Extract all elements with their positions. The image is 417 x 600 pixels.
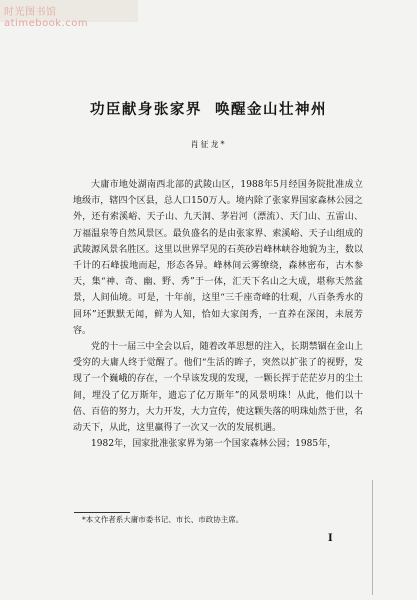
scan-margin-line (372, 480, 373, 595)
watermark-text: 时光图书馆 atimebook.com (4, 7, 89, 29)
footnote: *本文作者系大庸市委书记、市长、市政协主席。 (82, 515, 244, 524)
article-title: 功臣献身张家界 唤醒金山壮神州 (89, 102, 328, 118)
paragraph: 大庸市地处湖南西北部的武陵山区，1988年5月经国务院批准成立地级市，辖四个区县，总人口150万人。境内除了张家界国家森林公园之外，还有索溪峪、天子山、九天洞、茅岩河（漂流）、天门山、五雷山、万福温泉等自然风景区。最负盛名的是由张家界、索溪峪、天子山组成的武陵源风景名胜区。这里以世界罕见的石英砂岩峰林峡谷地貌为主，数以千计的石峰拔地而起，形态各异。峰林间云雾缭绕，森林密布，古木参天，集“神、奇、幽、野、秀”于一体，汇天下名山之大成，堪称天然盆景，人间仙境。可是，十年前，这里“三千座奇峰的壮观，八百条秀水的回环”还默默无闻，鲜为人知，恰如大家闺秀，一直养在深闺，未展芳容。 (73, 180, 363, 336)
watermark (0, 0, 138, 29)
article-body (73, 177, 363, 452)
page-number: I (328, 533, 333, 544)
article-author: 肖征龙* (190, 140, 227, 149)
footnote-divider (74, 512, 130, 513)
paragraph: 党的十一届三中全会以后，随着改革思想的注入，长期禁锢在金山上受穷的大庸人终于觉醒了。他们“生活的眸子，突然以扩张了的视野，发现了一个巍峨的存在，一个早该发现的发现，一颗长挥于茫茫岁月的尘土间，埋没了亿万斯年，遗忘了亿万斯年”的风景明珠！从此，他们以十倍、百倍的努力，大力开发，大力宣传，使这颗失落的明珠灿然于世，名动天下，从此，这里赢得了一次又一次的发展机遇。 (73, 342, 363, 434)
paragraph: 1982年，国家批准张家界为第一个国家森林公园；1985年， (91, 439, 337, 450)
